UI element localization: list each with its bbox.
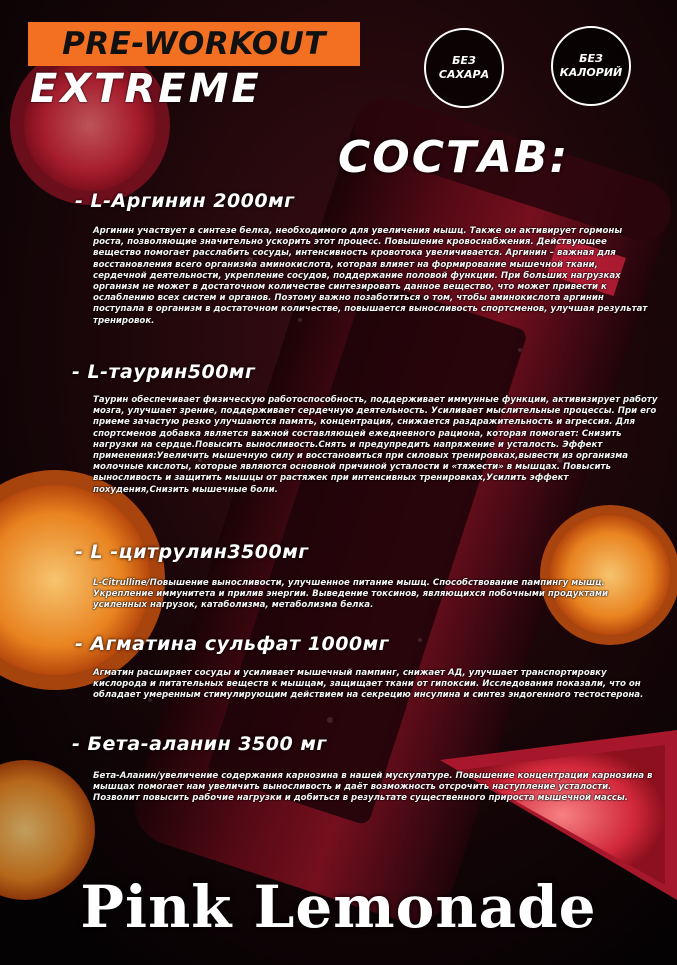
ingredient-heading-citrulline: - L -цитрулин3500мг	[75, 541, 309, 563]
badge-line: САХАРА	[438, 68, 490, 81]
flavor-name: Pink Lemonade	[80, 873, 597, 941]
brand-line-2: EXTREME	[30, 66, 262, 112]
calorie-free-badge	[551, 26, 631, 106]
badge-line: КАЛОРИЙ	[559, 66, 623, 79]
ingredient-description-arginine: Аргинин участвует в синтезе белка, необходимого для увеличения мышц. Также он активирует гормоны роста, позволяющие значительно ускорить этот процесс. Повышение кровоснабжения. Действующее вещество помогает расслабить сосуды, интенсивность кровотока увеличивается. Аргинин – важная для восстановления всего организма аминокислота, которая влияет на формирование мышечной ткани, сердечной деятельности, укрепление сосудов, поддержание половой функции. При больших нагрузках организм не может в достаточном количестве синтезировать данное вещество, что может привести к ослаблению всех систем и органов. Поэтому важно позаботиться о том, чтобы аминокислота аргинин поступала в организм в достаточном количестве, повышается выносливость спортсменов, улучшая результат тренировок.	[93, 226, 648, 326]
ingredient-description-citrulline: L-Citrulline/Повышение выносливости, улучшенное питание мышц. Способствование пампингу мышц. Укрепление иммунитета и прилив энергии. Выведение токсинов, являющихся побочными продуктами усиленных нагрузок, катаболизма, метаболизма белка.	[93, 578, 609, 611]
brand-banner	[28, 22, 360, 66]
sugar-free-badge	[424, 28, 504, 108]
ingredient-heading-agmatine: - Агматина сульфат 1000мг	[75, 633, 390, 655]
ingredient-description-agmatine: Агматин расширяет сосуды и усиливает мышечный пампинг, снижает АД, улучшает транспортировку кислорода и питательных веществ к мышцам, защищает ткани от гипоксии. Исследования показали, что он обладает умеренным стимулирующим действием на секрецию инсулина и синтез эндогенного тестостерона.	[93, 668, 644, 701]
badge-line: БЕЗ	[452, 54, 476, 67]
ingredient-heading-beta-alanine: - Бета-аланин 3500 мг	[72, 733, 327, 755]
composition-title: СОСТАВ:	[338, 132, 570, 183]
ingredient-heading-arginine: - L-Аргинин 2000мг	[75, 190, 295, 212]
ingredient-description-taurine: Таурин обеспечивает физическую работоспособность, поддерживает иммунные функции, активизирует работу мозга, улучшает зрение, поддерживает сердечную деятельность. Усиливает мыслительные процессы. При его приеме зачастую резко улучшаются память, концентрация, снижается раздражительность и агрессия. Для спортсменов добавка является важной составляющей ежедневного рациона, которая помогает: Снизить нагрузки на сердце.Повысить выносливость.Снять и предупредить напряжение и усталость. Эффект применения:Увеличить мышечную силу и восстановиться при силовых тренировках,вывести из организма молочные кислоты, которые являются основной причиной усталости и «тяжести» в мышцах. Повысить выносливость и защитить мышцы от растяжек при интенсивных тренировках,Усилить эффект похудения,Снизить мышечные боли.	[93, 395, 658, 495]
badge-line: БЕЗ	[579, 52, 603, 65]
ingredient-heading-taurine: - L-таурин500мг	[72, 361, 256, 383]
ingredient-description-beta-alanine: Бета-Аланин/увеличение содержания карнозина в нашей мускулатуре. Повышение концентрации карнозина в мышцах помогает нам увеличить выносливость и даёт возможность отсрочить наступление усталости. Позволит повысить рабочие нагрузки и добиться в результате существенного прироста мышечной массы.	[93, 771, 653, 804]
brand-line-1: PRE-WORKOUT	[62, 26, 326, 62]
orange-slice-right	[540, 505, 677, 645]
